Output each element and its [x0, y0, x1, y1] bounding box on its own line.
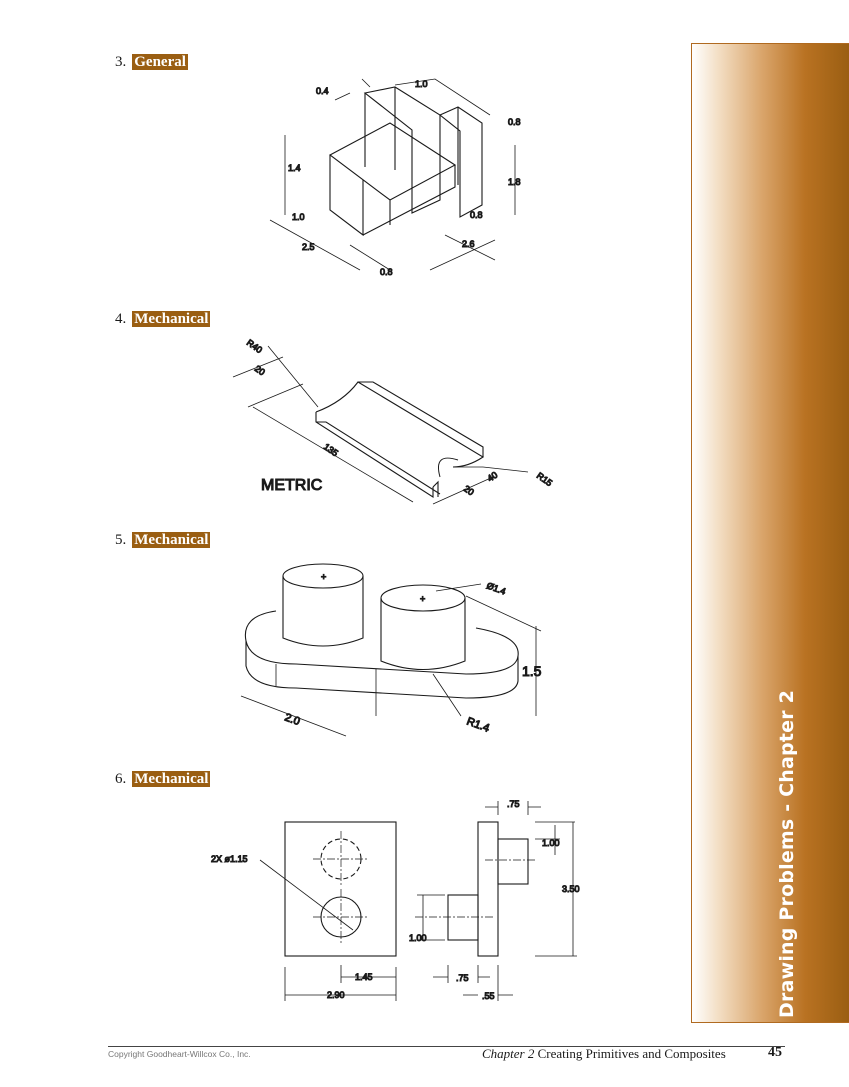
dim-label: 1.5	[522, 663, 542, 679]
dim-label: 0.8	[508, 117, 521, 127]
dim-label: 2.90	[327, 990, 345, 1000]
problem-number: 6.	[115, 771, 127, 787]
footer-chapter	[482, 1046, 726, 1062]
problem-4-drawing	[228, 332, 568, 512]
page-number: 45	[768, 1045, 782, 1060]
dim-label: 1.00	[542, 838, 560, 848]
problem-5-drawing	[236, 556, 556, 746]
problem-3-heading	[115, 53, 188, 71]
dim-label: R1.4	[464, 715, 491, 735]
dim-label: 20	[461, 483, 476, 498]
dim-label: 2.6	[462, 239, 475, 249]
center-mark: +	[420, 594, 426, 604]
dim-label: 135	[321, 441, 340, 459]
dim-label: 1.0	[292, 212, 305, 222]
problem-6-drawing	[205, 795, 595, 1010]
footer-chapter-number: Chapter 2	[482, 1046, 535, 1061]
side-tab-label: Drawing Problems - Chapter 2	[776, 689, 798, 1018]
dim-label: 0.4	[316, 86, 329, 96]
metric-note: METRIC	[261, 477, 323, 494]
footer-copyright: Copyright Goodheart-Willcox Co., Inc.	[108, 1049, 251, 1059]
dim-label: .75	[456, 973, 469, 983]
dim-label: .55	[482, 991, 495, 1001]
dim-label: 1.0	[415, 79, 428, 89]
problem-number: 3.	[115, 54, 127, 70]
problem-category: General	[134, 54, 186, 70]
dim-label: 20	[252, 363, 267, 378]
dim-label: .75	[507, 799, 520, 809]
dim-label: 1.45	[355, 972, 373, 982]
center-mark: +	[321, 572, 327, 582]
footer-chapter-title: Creating Primitives and Composites	[537, 1046, 726, 1061]
problem-number: 4.	[115, 311, 127, 327]
problem-category: Mechanical	[134, 311, 209, 327]
dim-label: 3.50	[562, 884, 580, 894]
dim-label: R40	[244, 337, 265, 356]
dim-label: 0.8	[470, 210, 483, 220]
problem-3-drawing	[250, 75, 550, 285]
problem-4-heading	[115, 310, 210, 328]
dim-label: Ø1.4	[485, 580, 508, 597]
dim-label: 1.8	[508, 177, 521, 187]
dim-label: 2.0	[282, 711, 302, 729]
dim-label: 2X ø1.15	[211, 854, 248, 864]
dim-label: 2.5	[302, 242, 315, 252]
dim-label: 0.8	[380, 267, 393, 277]
chapter-side-tab	[691, 43, 849, 1023]
problem-category: Mechanical	[134, 532, 209, 548]
dim-label: 1.00	[409, 933, 427, 943]
dim-label: 1.4	[288, 163, 301, 173]
dim-label: R15	[534, 470, 555, 489]
problem-number: 5.	[115, 532, 127, 548]
problem-category: Mechanical	[134, 771, 209, 787]
problem-5-heading	[115, 531, 210, 549]
problem-6-heading	[115, 770, 210, 788]
dim-label: 40	[485, 469, 500, 484]
